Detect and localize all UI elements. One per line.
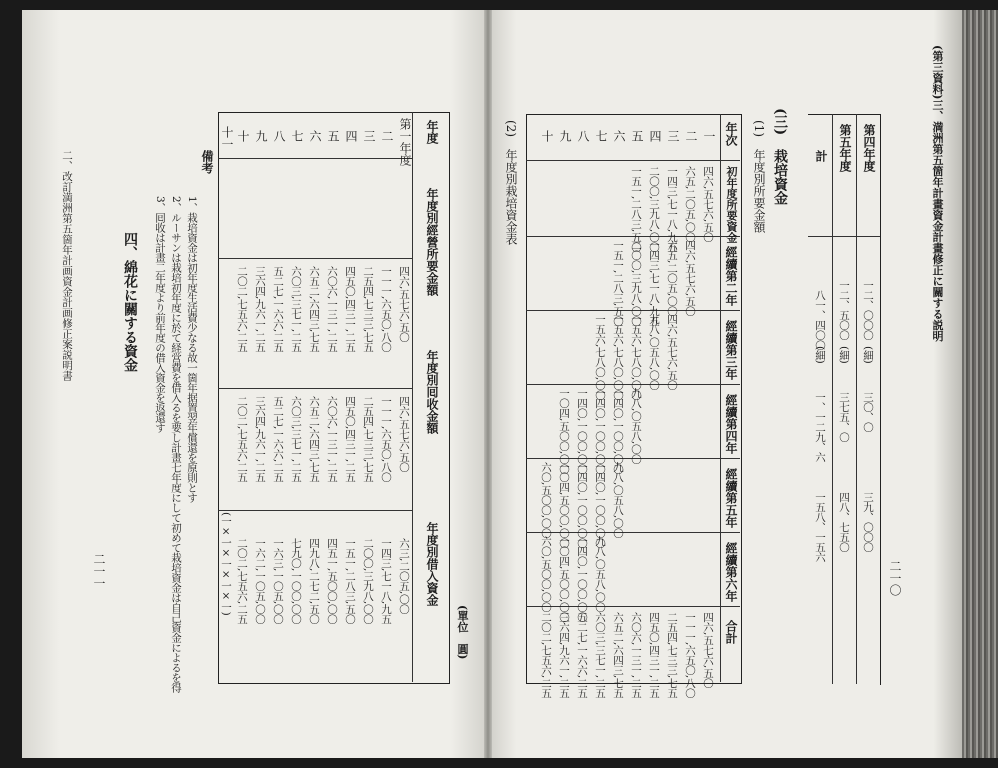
c-row-year: 四 — [648, 130, 662, 142]
borrowed-7: 四九八,二七二,五〇 — [308, 538, 320, 624]
row-year-5: 五 — [326, 130, 340, 142]
summary-4-c3: 三〇、〇 — [862, 392, 874, 432]
c-row-cell: 一五六,七八〇,〇〇 — [630, 314, 642, 400]
c-row-cell: 五二七,一六六,二五 — [576, 612, 588, 698]
book-gutter — [484, 10, 492, 758]
c-row-cell: 一四〇,一〇〇,〇〇 — [576, 536, 588, 622]
row-year-3: 三 — [362, 130, 376, 142]
header-required: 年度別經營所要金額 — [425, 188, 439, 296]
c-row-cell: 六〇六,一三一,二五 — [630, 612, 642, 698]
required-9: 五二七,一六六,二五 — [272, 266, 284, 352]
note-2: 2、ルーサンは栽培初年度に於て経営費を借入るを要し計畫七年度にして初めて栽培資金は自己資金によるを得 — [170, 196, 182, 693]
required-4: 二五四,七三三,七五 — [362, 266, 374, 352]
c-row-cell: 九八,〇五八,〇〇 — [630, 388, 642, 464]
header-recovered: 年度別囘收金額 — [425, 350, 439, 434]
c-row-year: 三 — [666, 130, 680, 142]
c-row-cell: 九八,〇五八,〇〇 — [648, 314, 660, 390]
summary-5-c2: (細) — [838, 346, 850, 364]
recovered-7: 六五二,六四三,七五 — [308, 396, 320, 482]
c-row-cell: 二〇〇,三九八,〇〇 — [648, 166, 660, 252]
c-row-cell: 一五六,七八〇,〇〇 — [594, 314, 606, 400]
notes-title: 備考 — [200, 150, 214, 174]
c-header-y4: 經續第四年 — [724, 394, 738, 454]
c-row-cell: 四六,五七六,五〇 — [666, 314, 678, 390]
c-row-cell: 一〇四,五〇〇,〇〇 — [558, 462, 570, 548]
borrowed-5: 一五一,二八三,五〇 — [344, 538, 356, 624]
c-row-cell: 二〇〇,三九八,〇〇 — [630, 240, 642, 326]
recovered-8: 六〇三,三七一,二五 — [290, 396, 302, 482]
c-row-cell: 六五二,六四三,七五 — [612, 612, 624, 698]
c-row-cell: 一四三,七一八,九五 — [666, 166, 678, 252]
c-header-year: 年次 — [724, 122, 738, 146]
c-row-cell: 一四〇,一〇〇,〇〇 — [576, 388, 588, 474]
left-footer: 二、改訂満洲第五箇年計画資金計画修正案説明書 — [61, 150, 73, 381]
c-row-cell: 一〇四,五〇〇,〇〇 — [558, 536, 570, 622]
c-row-year: 七 — [594, 130, 608, 142]
note-3: 3、囘收は計畫二年度より前年度の借入資金を返還す — [154, 196, 166, 433]
row-year-10: 十 — [236, 130, 250, 142]
summary-label-4: 第四年度 — [862, 124, 876, 172]
c-row-cell: 三六四,九六一,二五 — [558, 612, 570, 698]
c-row-year: 八 — [576, 130, 590, 142]
summary-total-c3: 一、一二九、六 — [814, 392, 826, 462]
recovered-3: 一一一,六五〇,八〇 — [380, 396, 392, 482]
c-header-y6: 經續第六年 — [724, 542, 738, 602]
c-row-cell: 九八,〇五八,〇〇 — [594, 536, 606, 612]
borrowed-2: 六三,二〇五,〇〇 — [398, 538, 410, 614]
cotton-section-heading: 四、綿花に關する資金 — [122, 232, 138, 372]
c-row-cell: 一五一,二八三,五〇 — [612, 240, 624, 326]
required-2: 四六,五七六,五〇 — [398, 266, 410, 342]
c-row-cell: 一四〇,一〇〇,〇〇 — [612, 388, 624, 474]
c-row-year: 二 — [684, 130, 698, 142]
summary-4-c2: (細) — [862, 346, 874, 364]
recovered-6: 六〇六,一三一,二五 — [326, 396, 338, 482]
c-header-y5: 經續第五年 — [724, 468, 738, 528]
summary-4-c1: 一二、〇〇〇 — [862, 280, 874, 340]
c-row-year: 五 — [630, 130, 644, 142]
page-edge — [962, 10, 998, 758]
c-row-year: 九 — [558, 130, 572, 142]
summary-4-c4: 三九、〇〇〇 — [862, 492, 874, 552]
c-row-cell: 一〇四,五〇〇,〇〇 — [558, 388, 570, 474]
borrowed-11: 二〇二,七五六,二五 — [236, 538, 248, 624]
note-1: 1、栽培資金は初年度生活費少なる故一箇年据置翌年償還を原則とす — [186, 196, 198, 503]
required-11: 二〇二,七五六,二五 — [236, 266, 248, 352]
c-row-cell: 六〇,五〇〇,〇〇 — [540, 462, 552, 538]
c-header-y3: 經續第三年 — [724, 320, 738, 380]
cultivation-section-heading: (三) 栽培資金 — [772, 108, 788, 206]
c-header-total: 合計 — [724, 620, 738, 644]
borrowed-6: 四五一,五〇〇,〇〇 — [326, 538, 338, 624]
header-year: 年度 — [425, 120, 439, 144]
required-6: 六〇六,一三一,二五 — [326, 266, 338, 352]
required-5: 四五〇,四三一,二五 — [344, 266, 356, 352]
recovered-4: 二五四,七三三,七五 — [362, 396, 374, 482]
borrowed-9: 一六三,一〇五,〇〇 — [272, 538, 284, 624]
c-row-cell: 四五〇,四三一,二五 — [648, 612, 660, 698]
sub-heading-1: (1) 年度別所要金額 — [752, 120, 766, 233]
row-year-2: 二 — [380, 130, 394, 142]
row-year-7: 七 — [290, 130, 304, 142]
required-10: 三六四,九六一,二五 — [254, 266, 266, 352]
summary-5-c4: 四八、七五〇 — [838, 492, 850, 552]
c-row-cell: 一四三,七一八,九五 — [648, 240, 660, 326]
recovered-2: 四六,五七六,五〇 — [398, 396, 410, 472]
recovered-10: 三六四,九六一,二五 — [254, 396, 266, 482]
c-row-cell: 一五一,二八三,五〇 — [630, 166, 642, 252]
c-row-cell: 二五四,七三三,七五 — [666, 612, 678, 698]
row-year-9: 九 — [254, 130, 268, 142]
c-row-cell: 六〇,五〇〇,〇〇 — [540, 536, 552, 612]
summary-total-c1: 八一、四〇〇 — [814, 290, 826, 350]
header-borrowed: 年度別借入資金 — [425, 522, 439, 606]
summary-5-c3: 三七五、〇 — [838, 392, 850, 442]
summary-total-c4: 一五八、一五六 — [814, 492, 826, 562]
c-row-cell: 一四〇,一〇〇,〇〇 — [576, 462, 588, 548]
recovered-5: 四五〇,四三一,二五 — [344, 396, 356, 482]
unit-label: (單位 圓) — [456, 605, 469, 660]
summary-label-total: 計 — [814, 150, 828, 162]
row-year-11: 十一 — [220, 126, 234, 150]
c-row-cell: 一四〇,一〇〇,〇〇 — [594, 462, 606, 548]
c-header-y2: 經續第二年 — [724, 246, 738, 306]
c-row-year: 六 — [612, 130, 626, 142]
c-row-cell: 四六,五七六,五〇 — [684, 240, 696, 316]
row-year-6: 六 — [308, 130, 322, 142]
c-row-cell: 一一一,六五〇,八〇 — [684, 612, 696, 698]
summary-total-c2: (細) — [814, 346, 826, 364]
c-row-cell: 二〇二,七五六,二五 — [540, 612, 552, 698]
recovered-total-note: (一×一×一×一×一) — [220, 512, 232, 616]
c-row-cell: 四六,五七六,五〇 — [702, 612, 714, 688]
summary-label-5: 第五年度 — [838, 124, 852, 172]
c-header-initial: 初年度所要資金 — [725, 166, 738, 243]
recovered-9: 五二七,一六六,二五 — [272, 396, 284, 482]
right-header: (第三資料)三、満洲第五箇年計畫資金計畫修正に關する説明 — [931, 45, 944, 342]
c-row-cell: 六五,二〇五,〇〇 — [666, 240, 678, 316]
required-3: 一一一,六五〇,八〇 — [380, 266, 392, 352]
c-row-cell: 四六,五七六,五〇 — [702, 166, 714, 242]
row-year-4: 四 — [344, 130, 358, 142]
row-year-1: 第一年度 — [398, 118, 412, 166]
recovered-11: 二〇二,七五六,二五 — [236, 396, 248, 482]
left-page-number: 二一一 — [92, 553, 106, 589]
c-row-cell: 六〇三,三七一,二五 — [594, 612, 606, 698]
borrowed-4: 二〇〇,三九八,〇〇 — [362, 538, 374, 624]
borrowed-8: 七九〇,一〇〇,〇〇 — [290, 538, 302, 624]
c-row-cell: 一五六,七八〇,〇〇 — [612, 314, 624, 400]
c-row-cell: 九八,〇五八,〇〇 — [612, 462, 624, 538]
borrowed-3: 一四三,七一八,九五 — [380, 538, 392, 624]
required-7: 六五二,六四三,七五 — [308, 266, 320, 352]
c-row-year: 十 — [540, 130, 554, 142]
c-row-cell: 六五,二〇五,〇〇 — [684, 166, 696, 242]
summary-5-c1: 一二、五〇〇 — [838, 280, 850, 340]
borrowed-10: 一六二,一〇五,〇〇 — [254, 538, 266, 624]
right-page-number: 二一〇 — [888, 560, 902, 596]
c-row-year: 一 — [702, 130, 716, 142]
row-year-8: 八 — [272, 130, 286, 142]
c-row-cell: 一四〇,一〇〇,〇〇 — [594, 388, 606, 474]
sub-heading-2: (2) 年度別栽培資金表 — [504, 120, 518, 245]
required-8: 六〇三,三七一,二五 — [290, 266, 302, 352]
